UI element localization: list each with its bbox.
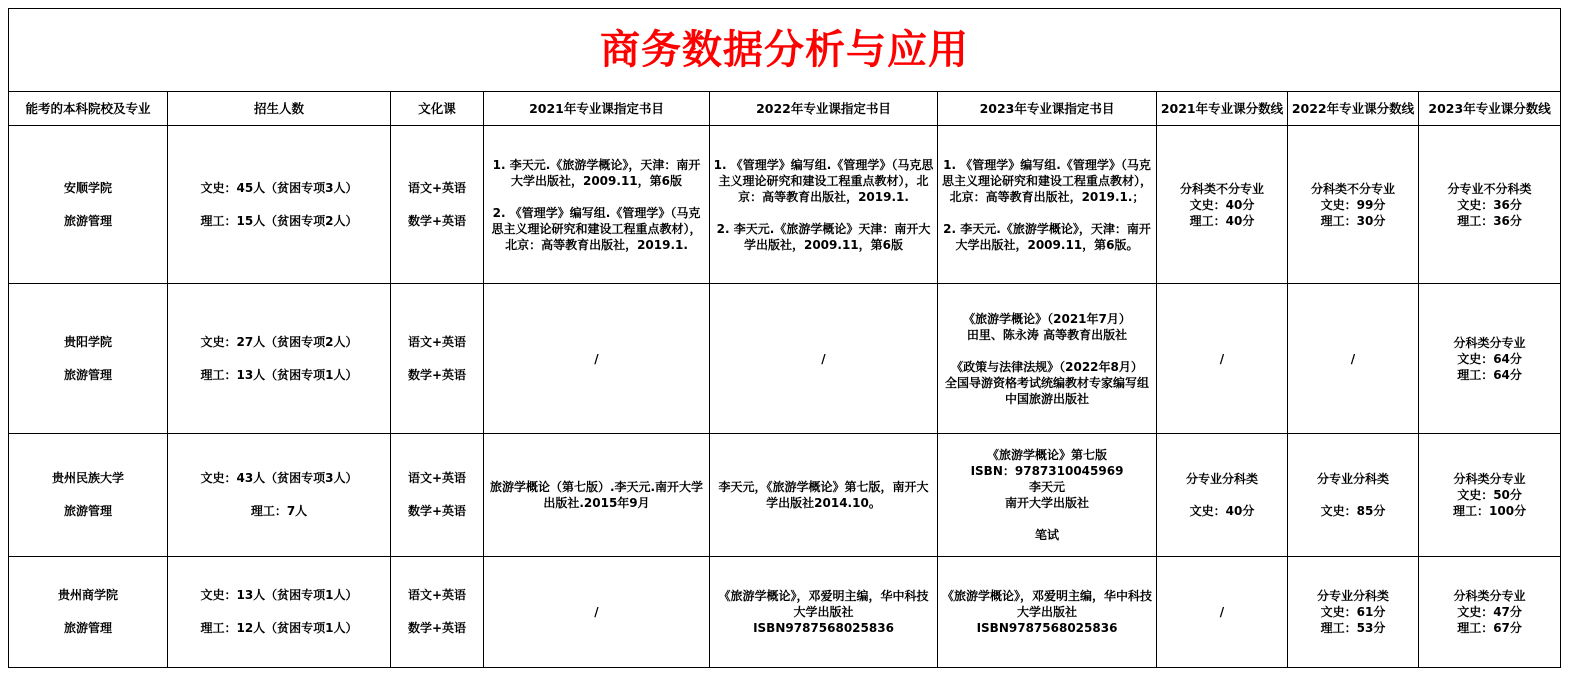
culture-subjects-1: 语文+英语 <box>407 180 467 195</box>
books-2022-cell: 李天元，《旅游学概论》第七版，南开大学出版社2014.10。 <box>710 434 938 557</box>
score-table-sheet <box>8 8 1560 674</box>
school-cell <box>9 557 168 668</box>
enroll-arts: 文史：45人（贫困专项3人） <box>200 180 358 195</box>
books-2023-cell: 1. 《管理学》编写组.《管理学》（马克思主义理论研究和建设工程重点教材），北京：高等教育出版社，2019.1.； 2. 李天元.《旅游学概论》，天津：南开大学出版社，2009.11，第6版。 <box>938 126 1157 284</box>
score-2021-cell: / <box>1157 557 1288 668</box>
school-cell <box>9 126 168 284</box>
culture-subjects-1: 语文+英语 <box>407 334 467 349</box>
culture-cell <box>391 434 484 557</box>
table-row <box>9 557 1561 668</box>
books-2021-cell: / <box>484 557 710 668</box>
enroll-arts: 文史：27人（贫困专项2人） <box>200 334 358 349</box>
enroll-sci: 理工：13人（贫困专项1人） <box>200 367 358 382</box>
school-name: 贵州民族大学 <box>51 471 124 485</box>
culture-subjects-2: 数学+英语 <box>407 621 467 635</box>
culture-subjects-2: 数学+英语 <box>407 213 467 228</box>
books-2022-cell: 《旅游学概论》，邓爱明主编，华中科技大学出版社 ISBN9787568025836 <box>710 557 938 668</box>
table-row <box>9 284 1561 434</box>
score-2022-cell: 分专业分科类 文史：61分 理工：53分 <box>1288 557 1419 668</box>
score-2023-cell: 分科类分专业 文史：47分 理工：67分 <box>1419 557 1561 668</box>
score-2021-cell: 分科类不分专业 文史：40分 理工：40分 <box>1157 126 1288 284</box>
school-cell <box>9 284 168 434</box>
books-2021-cell: / <box>484 284 710 434</box>
school-cell <box>9 434 168 557</box>
school-name: 安顺学院 <box>63 180 112 195</box>
table-row <box>9 434 1561 557</box>
table-title: 商务数据分析与应用 <box>9 9 1561 92</box>
header-score-2023: 2023年专业课分数线 <box>1419 92 1561 126</box>
enrollment-cell <box>168 126 391 284</box>
books-2023-cell: 《旅游学概论》第七版 ISBN：9787310045969 李天元 南开大学出版社 笔试 <box>938 434 1157 557</box>
enroll-arts: 文史：43人（贫困专项3人） <box>200 471 358 485</box>
header-books-2023: 2023年专业课指定书目 <box>938 92 1157 126</box>
enroll-arts: 文史：13人（贫困专项1人） <box>200 588 358 602</box>
books-2021-cell: 1. 李天元.《旅游学概论》，天津：南开大学出版社，2009.11，第6版 2. 《管理学》编写组.《管理学》（马克思主义理论研究和建设工程重点教材），北京：高等教育出版社，2019.1. <box>484 126 710 284</box>
enrollment-cell <box>168 434 391 557</box>
culture-cell <box>391 557 484 668</box>
header-school: 能考的本科院校及专业 <box>9 92 168 126</box>
school-name: 贵阳学院 <box>63 334 112 349</box>
books-2023-cell: 《旅游学概论》（2021年7月） 田里、陈永涛 高等教育出版社 《政策与法律法规》（2022年8月） 全国导游资格考试统编教材专家编写组 中国旅游出版社 <box>938 284 1157 434</box>
score-table <box>8 8 1561 668</box>
header-culture: 文化课 <box>391 92 484 126</box>
score-2023-cell: 分专业不分科类 文史：36分 理工：36分 <box>1419 126 1561 284</box>
score-2022-cell: / <box>1288 284 1419 434</box>
culture-subjects-2: 数学+英语 <box>407 367 467 382</box>
culture-cell <box>391 284 484 434</box>
header-enrollment: 招生人数 <box>168 92 391 126</box>
header-row <box>9 92 1561 126</box>
books-2021-cell: 旅游学概论（第七版）.李天元.南开大学出版社.2015年9月 <box>484 434 710 557</box>
score-2021-cell: 分专业分科类 文史：40分 <box>1157 434 1288 557</box>
books-2022-cell: / <box>710 284 938 434</box>
score-2023-cell: 分科类分专业 文史：50分 理工：100分 <box>1419 434 1561 557</box>
books-2023-cell: 《旅游学概论》，邓爱明主编，华中科技大学出版社 ISBN9787568025836 <box>938 557 1157 668</box>
major-name: 旅游管理 <box>63 621 112 635</box>
table-row <box>9 126 1561 284</box>
culture-cell <box>391 126 484 284</box>
score-2022-cell: 分科类不分专业 文史：99分 理工：30分 <box>1288 126 1419 284</box>
major-name: 旅游管理 <box>63 213 112 228</box>
header-books-2022: 2022年专业课指定书目 <box>710 92 938 126</box>
culture-subjects-1: 语文+英语 <box>407 588 467 602</box>
books-2022-cell: 1. 《管理学》编写组.《管理学》（马克思主义理论研究和建设工程重点教材），北京：高等教育出版社，2019.1. 2. 李天元.《旅游学概论》天津：南开大学出版社，2009.11，第6版 <box>710 126 938 284</box>
header-score-2021: 2021年专业课分数线 <box>1157 92 1288 126</box>
major-name: 旅游管理 <box>63 367 112 382</box>
enrollment-cell <box>168 557 391 668</box>
score-2023-cell: 分科类分专业 文史：64分 理工：64分 <box>1419 284 1561 434</box>
culture-subjects-2: 数学+英语 <box>407 504 467 518</box>
culture-subjects-1: 语文+英语 <box>407 471 467 485</box>
header-books-2021: 2021年专业课指定书目 <box>484 92 710 126</box>
enrollment-cell <box>168 284 391 434</box>
header-score-2022: 2022年专业课分数线 <box>1288 92 1419 126</box>
enroll-sci: 理工：15人（贫困专项2人） <box>200 213 358 228</box>
score-2022-cell: 分专业分科类 文史：85分 <box>1288 434 1419 557</box>
score-2021-cell: / <box>1157 284 1288 434</box>
major-name: 旅游管理 <box>63 504 112 518</box>
school-name: 贵州商学院 <box>57 588 118 602</box>
enroll-sci: 理工：7人 <box>250 504 308 518</box>
enroll-sci: 理工：12人（贫困专项1人） <box>200 621 358 635</box>
